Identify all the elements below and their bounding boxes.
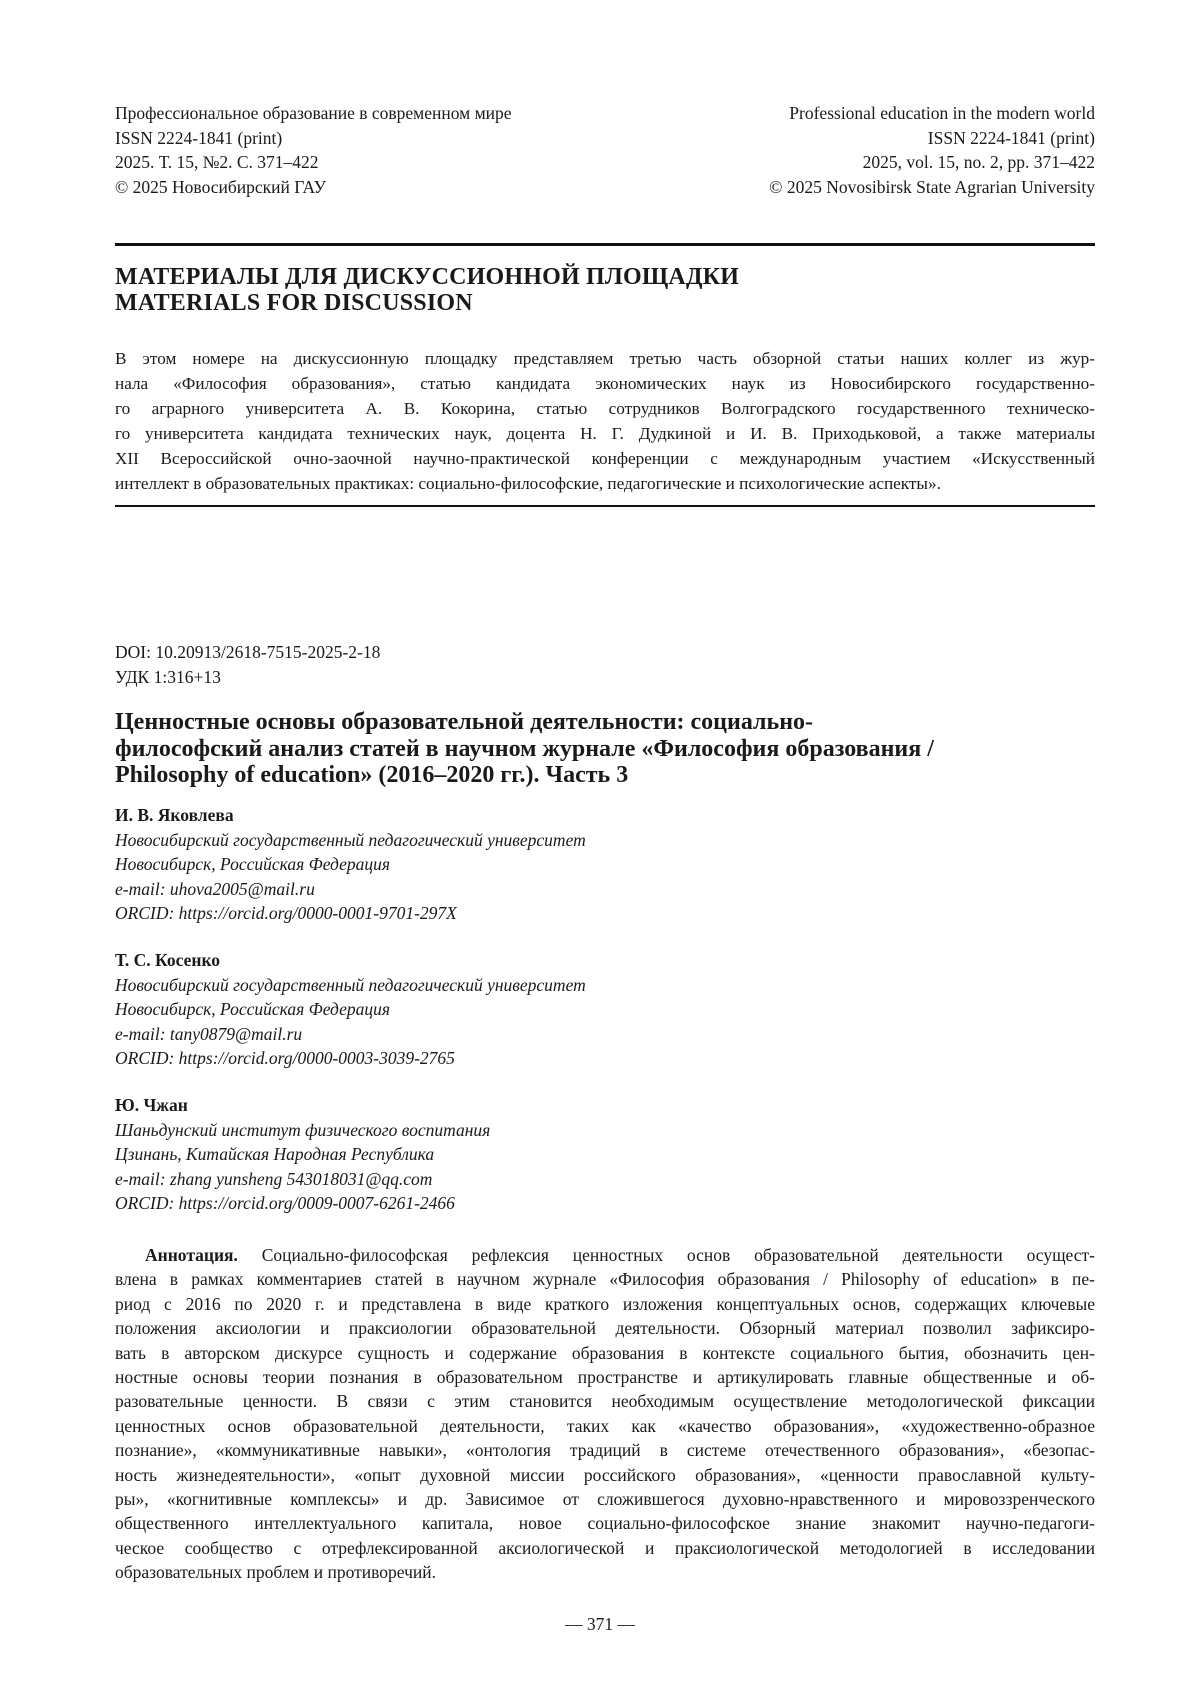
abstract-label: Аннотация.: [145, 1245, 238, 1265]
header-copyright-ru: © 2025 Новосибирский ГАУ: [115, 175, 512, 200]
header-journal-name-ru: Профессиональное образование в современном мире: [115, 101, 512, 126]
header-volume-en: 2025, vol. 15, no. 2, pp. 371–422: [769, 150, 1095, 175]
doi-link[interactable]: DOI: 10.20913/2618-7515-2025-2-18: [115, 640, 380, 665]
author-affiliation: Шаньдунский институт физического воспитания: [115, 1118, 490, 1143]
author-block: [115, 948, 586, 1071]
article-meta: [115, 640, 380, 689]
author-affiliation: Новосибирский государственный педагогический университет: [115, 973, 586, 998]
abstract-line: [115, 1243, 1095, 1267]
author-name: Ю. Чжан: [115, 1093, 490, 1118]
author-orcid[interactable]: ORCID: https://orcid.org/0009-0007-6261-2466: [115, 1191, 490, 1216]
article-title-line: Philosophy of education» (2016–2020 гг.). Часть 3: [115, 762, 1105, 789]
article-title-line: Ценностные основы образовательной деятельности: социально-: [115, 709, 1105, 736]
section-title-en: MATERIALS FOR DISCUSSION: [115, 290, 1095, 316]
article-title-line: философский анализ статей в научном журнале «Философия образования /: [115, 736, 1105, 763]
intro-line: В этом номере на дискуссионную площадку представляем третью часть обзорной статьи наших коллег из жур-: [115, 346, 1095, 371]
author-location: Новосибирск, Российская Федерация: [115, 852, 586, 877]
intro-line: го аграрного университета А. В. Кокорина, статью сотрудников Волгоградского государственного техническо-: [115, 396, 1095, 421]
udk-code: УДК 1:316+13: [115, 665, 380, 690]
abstract-line: вать в авторском дискурсе сущность и содержание образования в контексте социального бытия, обозначить цен-: [115, 1341, 1095, 1365]
abstract-line: ческое сообщество с отрефлексированной аксиологической и праксиологической методологией в исследовании: [115, 1536, 1095, 1560]
author-block: [115, 1093, 490, 1216]
author-orcid[interactable]: ORCID: https://orcid.org/0000-0001-9701-297X: [115, 901, 586, 926]
article-title: [115, 709, 1105, 789]
header-issn-en: ISSN 2224-1841 (print): [769, 126, 1095, 151]
header-left-ru: [115, 101, 512, 199]
author-email[interactable]: e-mail: tany0879@mail.ru: [115, 1022, 586, 1047]
abstract-line: общественного интеллектуального капитала, новое социально-философское знание знакомит научно-педагоги-: [115, 1511, 1095, 1535]
author-location: Цзинань, Китайская Народная Республика: [115, 1142, 490, 1167]
header-journal-name-en: Professional education in the modern world: [769, 101, 1095, 126]
header-divider: [115, 243, 1095, 246]
intro-line: нала «Философия образования», статью кандидата экономических наук из Новосибирского государственно-: [115, 371, 1095, 396]
author-block: [115, 803, 586, 926]
author-email[interactable]: e-mail: zhang yunsheng 543018031@qq.com: [115, 1167, 490, 1192]
author-affiliation: Новосибирский государственный педагогический университет: [115, 828, 586, 853]
abstract-line: влена в рамках комментариев статей в научном журнале «Философия образования / Philosophy of education» в пе-: [115, 1267, 1095, 1291]
header-right-en: [769, 101, 1095, 199]
header-copyright-en: © 2025 Novosibirsk State Agrarian University: [769, 175, 1095, 200]
abstract-line: познание», «коммуникативные навыки», «онтология традиций в системе отечественного образования», «безопас-: [115, 1438, 1095, 1462]
section-title: [115, 264, 1095, 316]
abstract-line: положения аксиологии и праксиологии образовательной деятельности. Обзорный материал позволил зафиксиро-: [115, 1316, 1095, 1340]
abstract-line: ценностных основ образовательной деятельности, таких как «качество образования», «художественно-образное: [115, 1414, 1095, 1438]
abstract: [115, 1243, 1095, 1585]
author-location: Новосибирск, Российская Федерация: [115, 997, 586, 1022]
abstract-line: риод с 2016 по 2020 г. и представлена в виде краткого изложения концептуальных основ, содержащих ключевые: [115, 1292, 1095, 1316]
abstract-line-text: Социально-философская рефлексия ценностных основ образовательной деятельности осущест-: [238, 1245, 1095, 1265]
intro-divider: [115, 505, 1095, 507]
intro-line: XII Всероссийской очно-заочной научно-практической конференции с международным участием «Искусственный: [115, 446, 1095, 471]
abstract-line: ры», «когнитивные комплексы» и др. Зависимое от сложившегося духовно-нравственного и мировоззренческого: [115, 1487, 1095, 1511]
intro-line: интеллект в образовательных практиках: социально-философские, педагогические и психологические аспекты».: [115, 471, 1095, 496]
section-intro: [115, 346, 1095, 496]
journal-header: [115, 101, 1095, 199]
author-email[interactable]: e-mail: uhova2005@mail.ru: [115, 877, 586, 902]
header-volume-ru: 2025. Т. 15, №2. С. 371–422: [115, 150, 512, 175]
author-name: И. В. Яковлева: [115, 803, 586, 828]
abstract-line: образовательных проблем и противоречий.: [115, 1560, 1095, 1584]
abstract-line: разовательные ценности. В связи с этим становится необходимым осуществление методологической фиксации: [115, 1389, 1095, 1413]
abstract-line: ность жизнедеятельности», «опыт духовной миссии российского образования», «ценности православной культу-: [115, 1463, 1095, 1487]
author-orcid[interactable]: ORCID: https://orcid.org/0000-0003-3039-2765: [115, 1046, 586, 1071]
header-issn-ru: ISSN 2224-1841 (print): [115, 126, 512, 151]
page-number: — 371 —: [0, 1614, 1200, 1635]
abstract-line: ностные основы теории познания в образовательном пространстве и артикулировать главные общественные и об-: [115, 1365, 1095, 1389]
author-name: Т. С. Косенко: [115, 948, 586, 973]
section-title-ru: МАТЕРИАЛЫ ДЛЯ ДИСКУССИОННОЙ ПЛОЩАДКИ: [115, 264, 1095, 290]
intro-line: го университета кандидата технических наук, доцента Н. Г. Дудкиной и И. В. Приходьковой, а также материалы: [115, 421, 1095, 446]
